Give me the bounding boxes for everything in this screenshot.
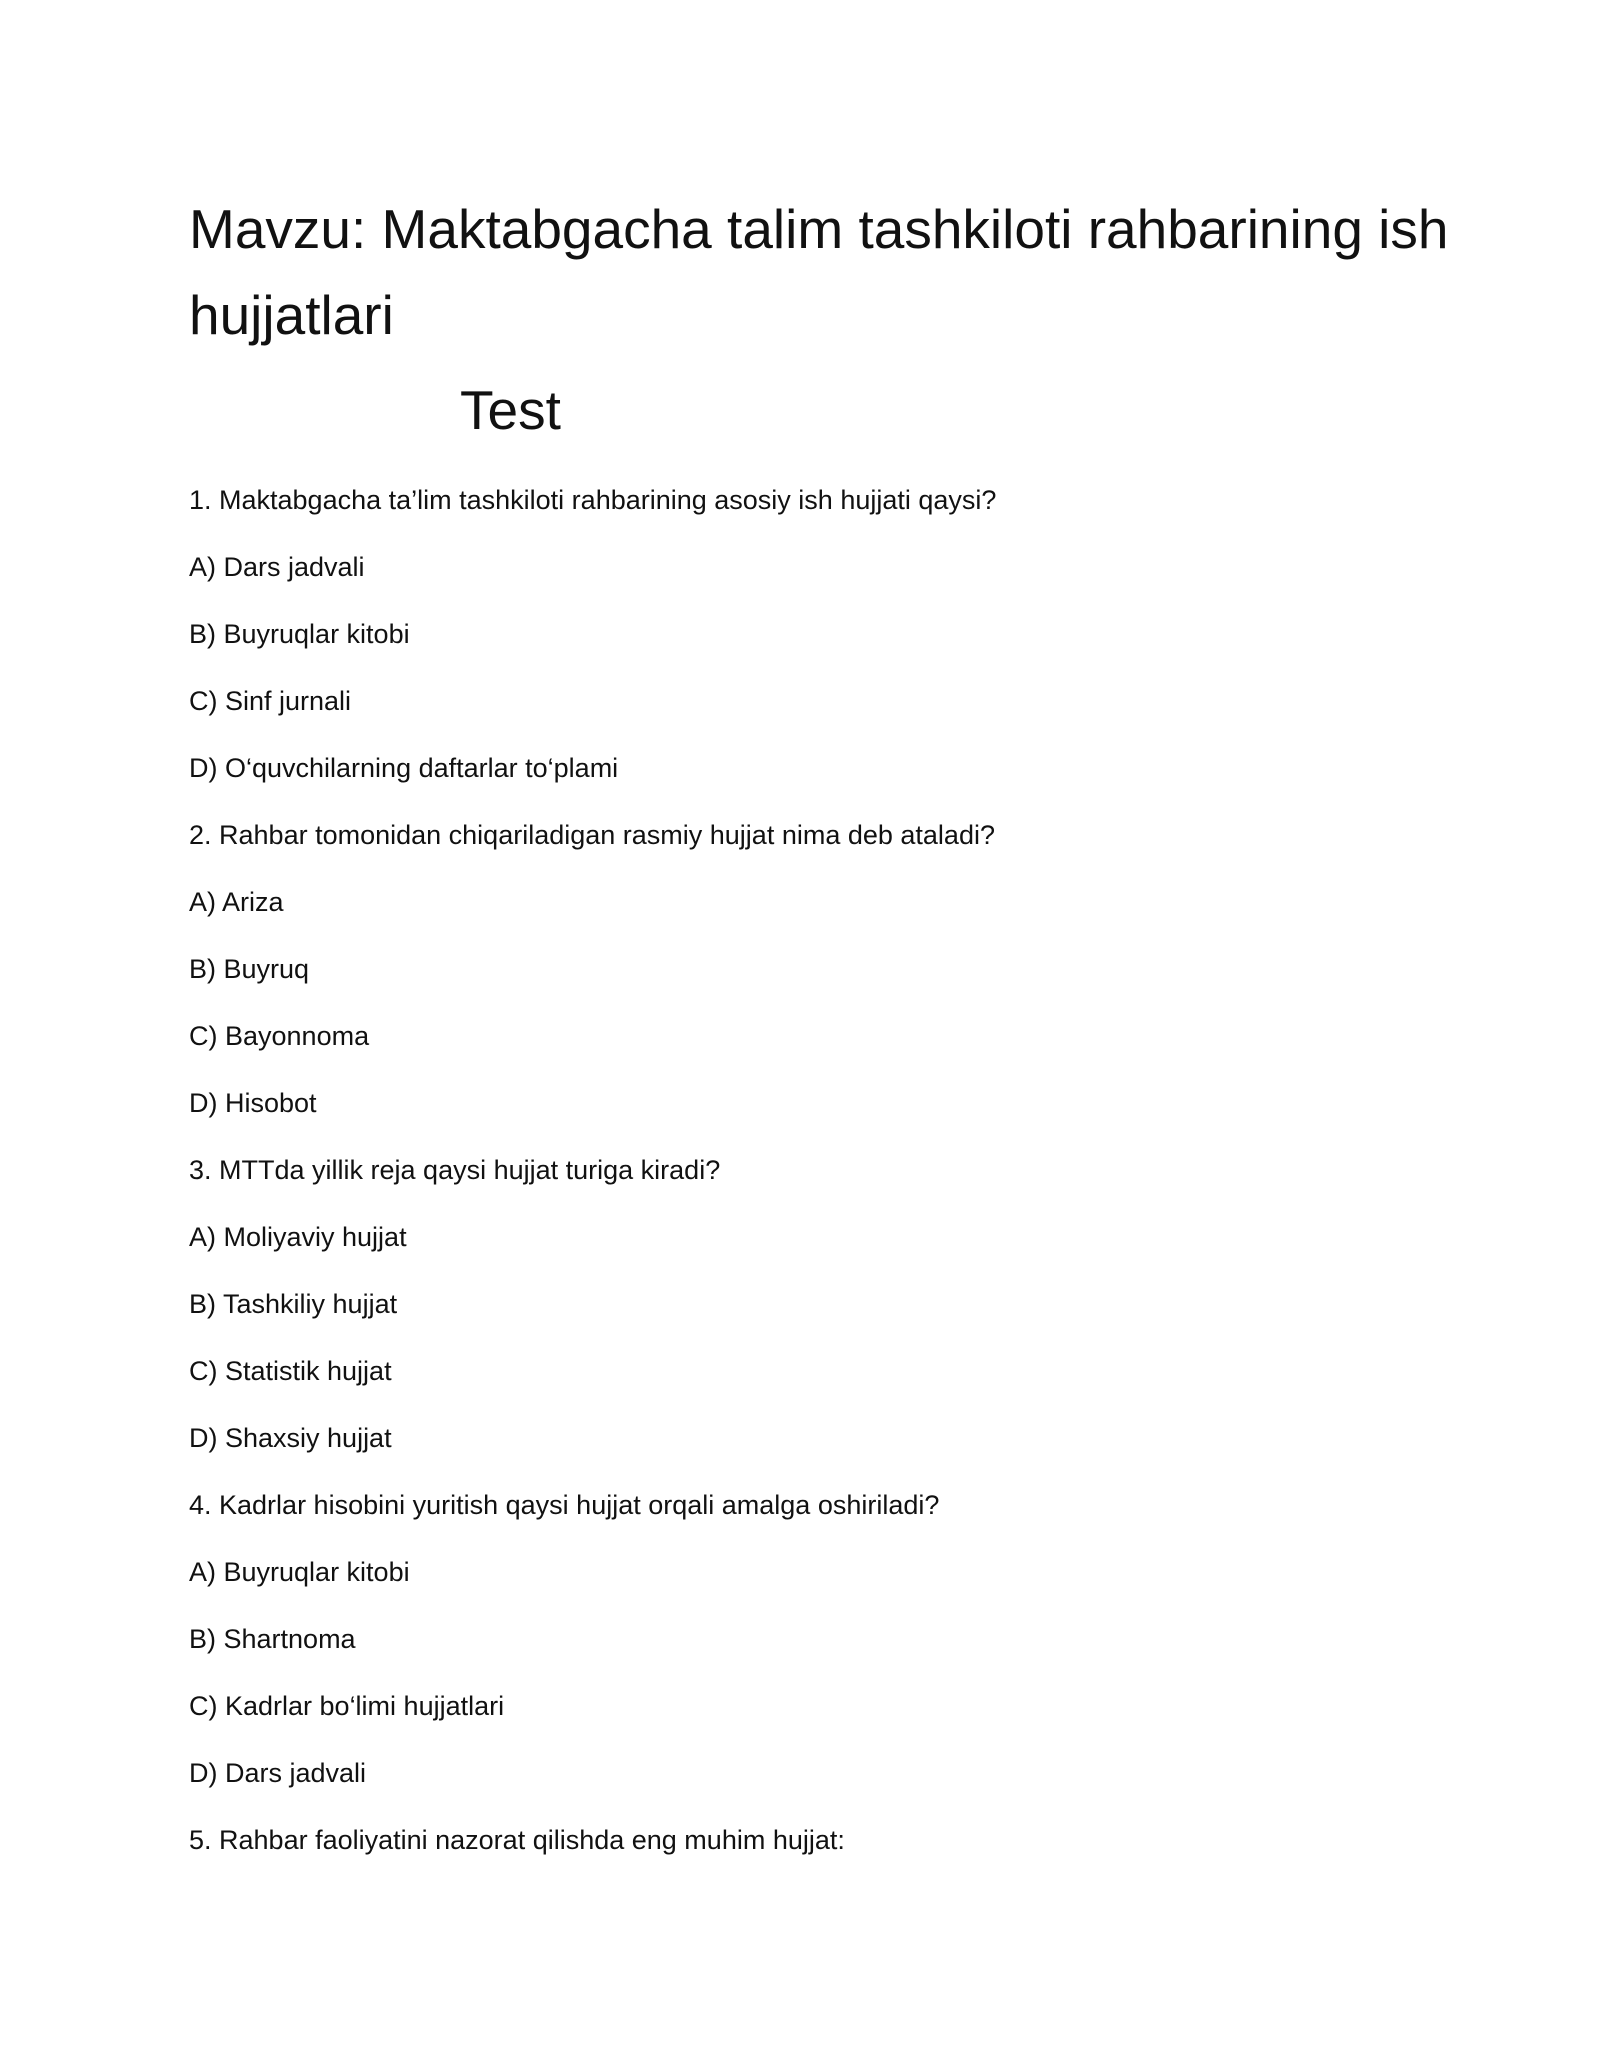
question-1-option-a: A) Dars jadvali	[189, 552, 365, 582]
question-5: 5. Rahbar faoliyatini nazorat qilishda eng muhim hujjat:	[189, 1825, 845, 1855]
test-questions	[189, 482, 1489, 1889]
question-2-option-b: B) Buyruq	[189, 954, 310, 984]
question-2-option-d: D) Hisobot	[189, 1088, 317, 1118]
question-4-option-d: D) Dars jadvali	[189, 1758, 367, 1788]
question-4-option-a: A) Buyruqlar kitobi	[189, 1557, 410, 1587]
question-2: 2. Rahbar tomonidan chiqariladigan rasmiy hujjat nima deb ataladi?	[189, 820, 995, 850]
question-3: 3. MTTda yillik reja qaysi hujjat turiga kiradi?	[189, 1155, 721, 1185]
question-1-option-b: B) Buyruqlar kitobi	[189, 619, 410, 649]
question-3-option-b: B) Tashkiliy hujjat	[189, 1289, 398, 1319]
document-subtitle: Test	[460, 379, 561, 441]
question-4-option-b: B) Shartnoma	[189, 1624, 356, 1654]
question-3-option-a: A) Moliyaviy hujjat	[189, 1222, 407, 1252]
question-2-option-c: C) Bayonnoma	[189, 1021, 370, 1051]
question-4-option-c: C) Kadrlar bo‘limi hujjatlari	[189, 1691, 505, 1721]
question-3-option-c: C) Statistik hujjat	[189, 1356, 392, 1386]
question-3-option-d: D) Shaxsiy hujjat	[189, 1423, 392, 1453]
question-1-option-d: D) O‘quvchilarning daftarlar to‘plami	[189, 753, 619, 783]
question-2-option-a: A) Ariza	[189, 887, 284, 917]
question-1-option-c: C) Sinf jurnali	[189, 686, 352, 716]
question-4: 4. Kadrlar hisobini yuritish qaysi hujjat orqali amalga oshiriladi?	[189, 1490, 940, 1520]
document-title: Mavzu: Maktabgacha talim tashkiloti rahbarining ish hujjatlari	[189, 198, 1449, 346]
question-1: 1. Maktabgacha ta’lim tashkiloti rahbarining asosiy ish hujjati qaysi?	[189, 485, 997, 515]
